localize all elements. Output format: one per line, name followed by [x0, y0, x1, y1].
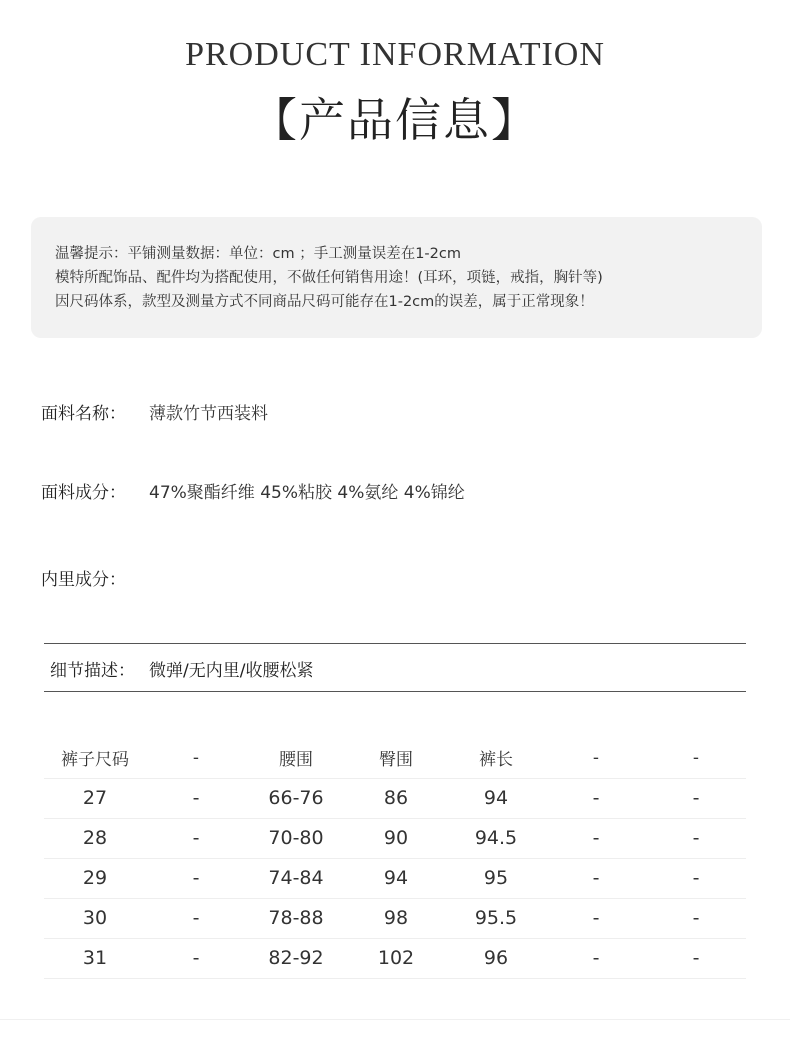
- header-size: 裤子尺码: [44, 738, 146, 778]
- table-cell: 90: [346, 818, 446, 858]
- bottom-divider: [0, 1019, 790, 1020]
- table-cell: -: [546, 778, 646, 818]
- size-table: [44, 738, 746, 979]
- table-cell: 31: [44, 938, 146, 978]
- table-cell: 27: [44, 778, 146, 818]
- fabric-name-label: 面料名称：: [41, 404, 126, 424]
- page-title-chinese: 【产品信息】: [251, 93, 539, 147]
- table-cell: 96: [446, 938, 546, 978]
- fabric-name-row: [41, 399, 268, 424]
- divider-top: [44, 643, 746, 644]
- table-row: [44, 858, 746, 898]
- details-value: 微弹/无内里/收腰松紧: [149, 661, 314, 681]
- table-cell: 30: [44, 898, 146, 938]
- table-cell: -: [146, 858, 246, 898]
- table-cell: 95.5: [446, 898, 546, 938]
- table-row: [44, 898, 746, 938]
- table-cell: -: [546, 938, 646, 978]
- table-cell: -: [646, 938, 746, 978]
- table-cell: -: [146, 898, 246, 938]
- table-cell: 29: [44, 858, 146, 898]
- divider-bottom: [44, 691, 746, 692]
- table-cell: -: [646, 858, 746, 898]
- table-cell: 86: [346, 778, 446, 818]
- lining-composition-row: [41, 565, 149, 590]
- table-cell: -: [646, 898, 746, 938]
- fabric-composition-label: 面料成分：: [41, 483, 126, 503]
- table-row: [44, 818, 746, 858]
- table-cell: -: [646, 818, 746, 858]
- details-label: 细节描述：: [50, 661, 135, 681]
- table-cell: -: [646, 778, 746, 818]
- fabric-composition-row: [41, 478, 465, 503]
- table-cell: 94: [446, 778, 546, 818]
- table-cell: -: [146, 778, 246, 818]
- table-row: [44, 938, 746, 978]
- table-cell: 70-80: [246, 818, 346, 858]
- fabric-composition-value: 47%聚酯纤维 45%粘胶 4%氨纶 4%锦纶: [149, 483, 465, 503]
- fabric-name-value: 薄款竹节西装料: [149, 404, 268, 424]
- table-cell: 66-76: [246, 778, 346, 818]
- header-length: 裤长: [446, 738, 546, 778]
- table-cell: 102: [346, 938, 446, 978]
- table-row: [44, 778, 746, 818]
- table-cell: 94.5: [446, 818, 546, 858]
- header-hip: 臀围: [346, 738, 446, 778]
- page-title-english: PRODUCT INFORMATION: [185, 36, 605, 73]
- table-cell: -: [546, 818, 646, 858]
- header-cell: -: [546, 738, 646, 778]
- header-waist: 腰围: [246, 738, 346, 778]
- table-cell: 98: [346, 898, 446, 938]
- notice-line: 温馨提示：平铺测量数据：单位：cm ；手工测量误差在1-2cm: [55, 246, 461, 262]
- notice-box: [31, 217, 762, 338]
- details-row: [50, 656, 313, 681]
- table-cell: 94: [346, 858, 446, 898]
- table-cell: 95: [446, 858, 546, 898]
- table-cell: 28: [44, 818, 146, 858]
- notice-line: 因尺码体系，款型及测量方式不同商品尺码可能存在1-2cm的误差，属于正常现象！: [55, 294, 594, 310]
- table-cell: -: [146, 818, 246, 858]
- table-cell: 78-88: [246, 898, 346, 938]
- table-cell: -: [146, 938, 246, 978]
- table-cell: 82-92: [246, 938, 346, 978]
- table-cell: 74-84: [246, 858, 346, 898]
- header-cell: -: [646, 738, 746, 778]
- header-cell: -: [146, 738, 246, 778]
- notice-line: 模特所配饰品、配件均为搭配使用，不做任何销售用途！(耳环，项链，戒指，胸针等): [55, 270, 603, 286]
- table-cell: -: [546, 898, 646, 938]
- lining-composition-label: 内里成分：: [41, 570, 126, 590]
- table-cell: -: [546, 858, 646, 898]
- table-header-row: [44, 738, 746, 778]
